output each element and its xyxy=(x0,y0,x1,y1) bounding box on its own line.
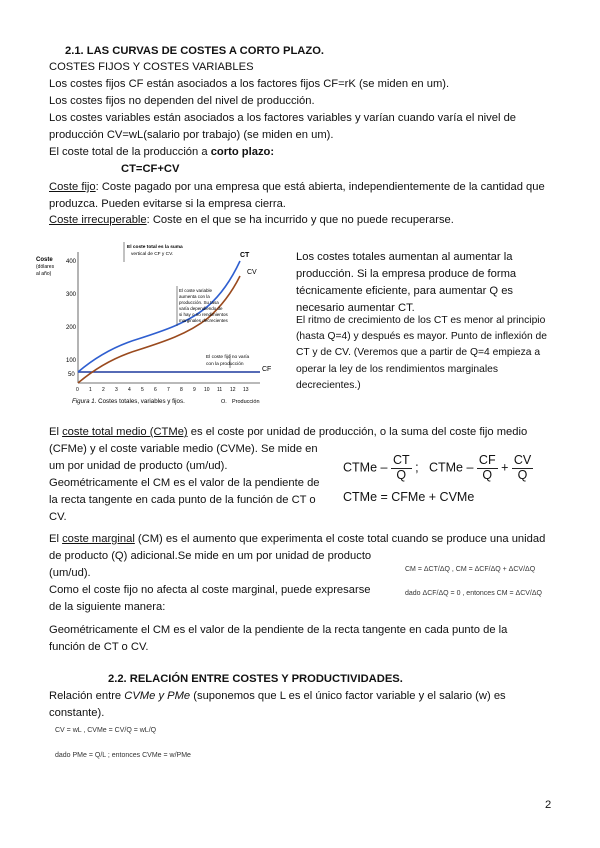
cm-equation-1: CM = ΔCT/ΔQ , CM = ΔCF/ΔQ + ΔCV/ΔQ xyxy=(405,566,536,573)
cf-label: CF xyxy=(262,366,272,373)
subtitle: COSTES FIJOS Y COSTES VARIABLES xyxy=(49,61,254,73)
svg-text:0: 0 xyxy=(76,387,79,393)
paragraph: producción CV=wL(salario por trabajo) (se miden en um). xyxy=(49,129,334,141)
paragraph: CV. xyxy=(49,511,67,523)
svg-text:1: 1 xyxy=(89,387,92,393)
paragraph: Los costes variables están asociados a los factores variables y varían cuando varía el nivel de xyxy=(49,112,517,124)
svg-text:9: 9 xyxy=(193,387,196,393)
paragraph: Como el coste fijo no afecta al coste marginal, puede expresarse xyxy=(49,584,371,596)
paragraph: produzca. Pueden evitarse si la empresa cierra. xyxy=(49,198,286,210)
paragraph: de la siguiente manera: xyxy=(49,601,166,613)
cvme-equation-1: CV = wL , CVMe = CV/Q = wL/Q xyxy=(55,727,157,734)
paragraph: la recta tangente en cada punto de la función de CT o xyxy=(49,494,316,506)
annotation-top xyxy=(124,242,183,262)
svg-text:marginales decrecientes: marginales decrecientes xyxy=(179,318,228,323)
section-title-2: 2.2. RELACIÓN ENTRE COSTES Y PRODUCTIVIDADES. xyxy=(108,673,403,685)
page-number: 2 xyxy=(545,799,552,811)
paragraph: de producto (Q) adicional.Se mide en um por unidad de producto xyxy=(49,550,372,562)
svg-text:varía dependiendo de: varía dependiendo de xyxy=(179,306,223,311)
y-tick-label: 400 xyxy=(66,259,77,265)
svg-text:vertical de CF y CV.: vertical de CF y CV. xyxy=(131,252,174,257)
ctme-definition: El coste total medio (CTMe) es el coste por unidad de producción, o la suma del coste fijo medio xyxy=(49,426,528,438)
x-axis-prefix: O. xyxy=(221,399,227,405)
paragraph: (um/ud). xyxy=(49,567,91,579)
svg-text:6: 6 xyxy=(154,387,157,393)
svg-text:13: 13 xyxy=(243,387,249,393)
ctme-equation-2: CTMe = CFMe + CVMe xyxy=(343,490,475,504)
svg-text:El coste fijo no varía: El coste fijo no varía xyxy=(206,355,250,360)
cv-label: CV xyxy=(247,269,257,276)
svg-text:El coste variable: El coste variable xyxy=(179,288,213,293)
svg-text:con la producción: con la producción xyxy=(206,362,244,367)
paragraph: Relación entre CVMe y PMe (suponemos que L es el único factor variable y el salario (w) es xyxy=(49,690,506,702)
definition-coste-fijo: Coste fijo: Coste pagado por una empresa que está abierta, independientemente de la cantidad que xyxy=(49,181,545,193)
svg-text:11: 11 xyxy=(217,387,223,393)
paragraph: (CFMe) y el coste variable medio (CVMe). Se mide en xyxy=(49,443,318,455)
svg-text:si hay o no rendimientos: si hay o no rendimientos xyxy=(179,312,228,317)
paragraph: constante). xyxy=(49,707,105,719)
paragraph: Los costes fijos CF están asociados a los factores fijos CF=rK (se miden en um). xyxy=(49,78,450,90)
y-tick-label: 300 xyxy=(66,292,77,298)
svg-text:2: 2 xyxy=(102,387,105,393)
ctme-equation: CTMe – $\frac{CT}{Q}$ ; CTMe – $\frac{CF}{Q}$ + $\frac{CV}{Q}$ xyxy=(343,453,532,482)
y-axis-title: al año) xyxy=(36,271,52,277)
paragraph: um por unidad de producto (um/ud). xyxy=(49,460,228,472)
paragraph: función de CT o CV. xyxy=(49,641,149,653)
paragraph: El coste total de la producción a corto plazo: xyxy=(49,146,275,158)
svg-text:producción. Su tasa: producción. Su tasa xyxy=(179,300,219,305)
cm-definition: El coste marginal (CM) es el aumento que experimenta el coste total cuando se produce una unidad xyxy=(49,533,546,545)
ct-label: CT xyxy=(240,252,250,259)
side-explanation: Los costes totales aumentan al aumentar la producción. Si la empresa produce de forma técnicamente eficiente, para aumentar Q es necesario aumentar CT. xyxy=(296,251,517,314)
svg-text:8: 8 xyxy=(180,387,183,393)
svg-text:El coste total es la suma: El coste total es la suma xyxy=(127,245,183,250)
x-tick-labels xyxy=(76,387,249,393)
y-tick-label: 200 xyxy=(66,325,77,331)
svg-text:12: 12 xyxy=(230,387,236,393)
side-explanation-2: El ritmo de crecimiento de los CT es menor al principio (hasta Q=4) y después es mayor. Punto de inflexión de CT y de CV. (Veremos que a partir de Q=4 empieza a operar la ley de los rendimientos marginales decrecientes.) xyxy=(296,315,547,391)
paragraph: Geométricamente el CM es el valor de la pendiente de la recta tangente en cada punto de la xyxy=(49,624,508,636)
svg-text:3: 3 xyxy=(115,387,118,393)
formula: CT=CF+CV xyxy=(121,163,180,175)
definition-coste-irrecuperable: Coste irrecuperable: Coste en el que se ha incurrido y que no puede recuperarse. xyxy=(49,214,454,226)
cm-equation-2: dado ΔCF/ΔQ = 0 , entonces CM = ΔCV/ΔQ xyxy=(405,590,542,597)
section-title: 2.1. LAS CURVAS DE COSTES A CORTO PLAZO. xyxy=(65,45,325,57)
svg-text:10: 10 xyxy=(204,387,210,393)
y-tick-label: 50 xyxy=(68,372,75,378)
cost-curves-figure xyxy=(28,238,290,410)
paragraph: Los costes fijos no dependen del nivel de producción. xyxy=(49,95,315,107)
y-axis-title: Coste xyxy=(36,257,53,263)
svg-text:5: 5 xyxy=(141,387,144,393)
annotation-low xyxy=(206,354,250,368)
svg-text:aumenta con la: aumenta con la xyxy=(179,294,210,299)
svg-text:7: 7 xyxy=(167,387,170,393)
y-axis-title: (dólares xyxy=(36,264,55,270)
x-axis-label: Producción xyxy=(232,399,260,405)
figure-caption: Figura 1. Costes totales, variables y fijos. xyxy=(72,398,185,405)
y-tick-label: 100 xyxy=(66,358,77,364)
paragraph: Geométricamente el CM es el valor de la pendiente de xyxy=(49,477,320,489)
cvme-equation-2: dado PMe = Q/L ; entonces CVMe = w/PMe xyxy=(55,752,191,759)
svg-text:4: 4 xyxy=(128,387,131,393)
